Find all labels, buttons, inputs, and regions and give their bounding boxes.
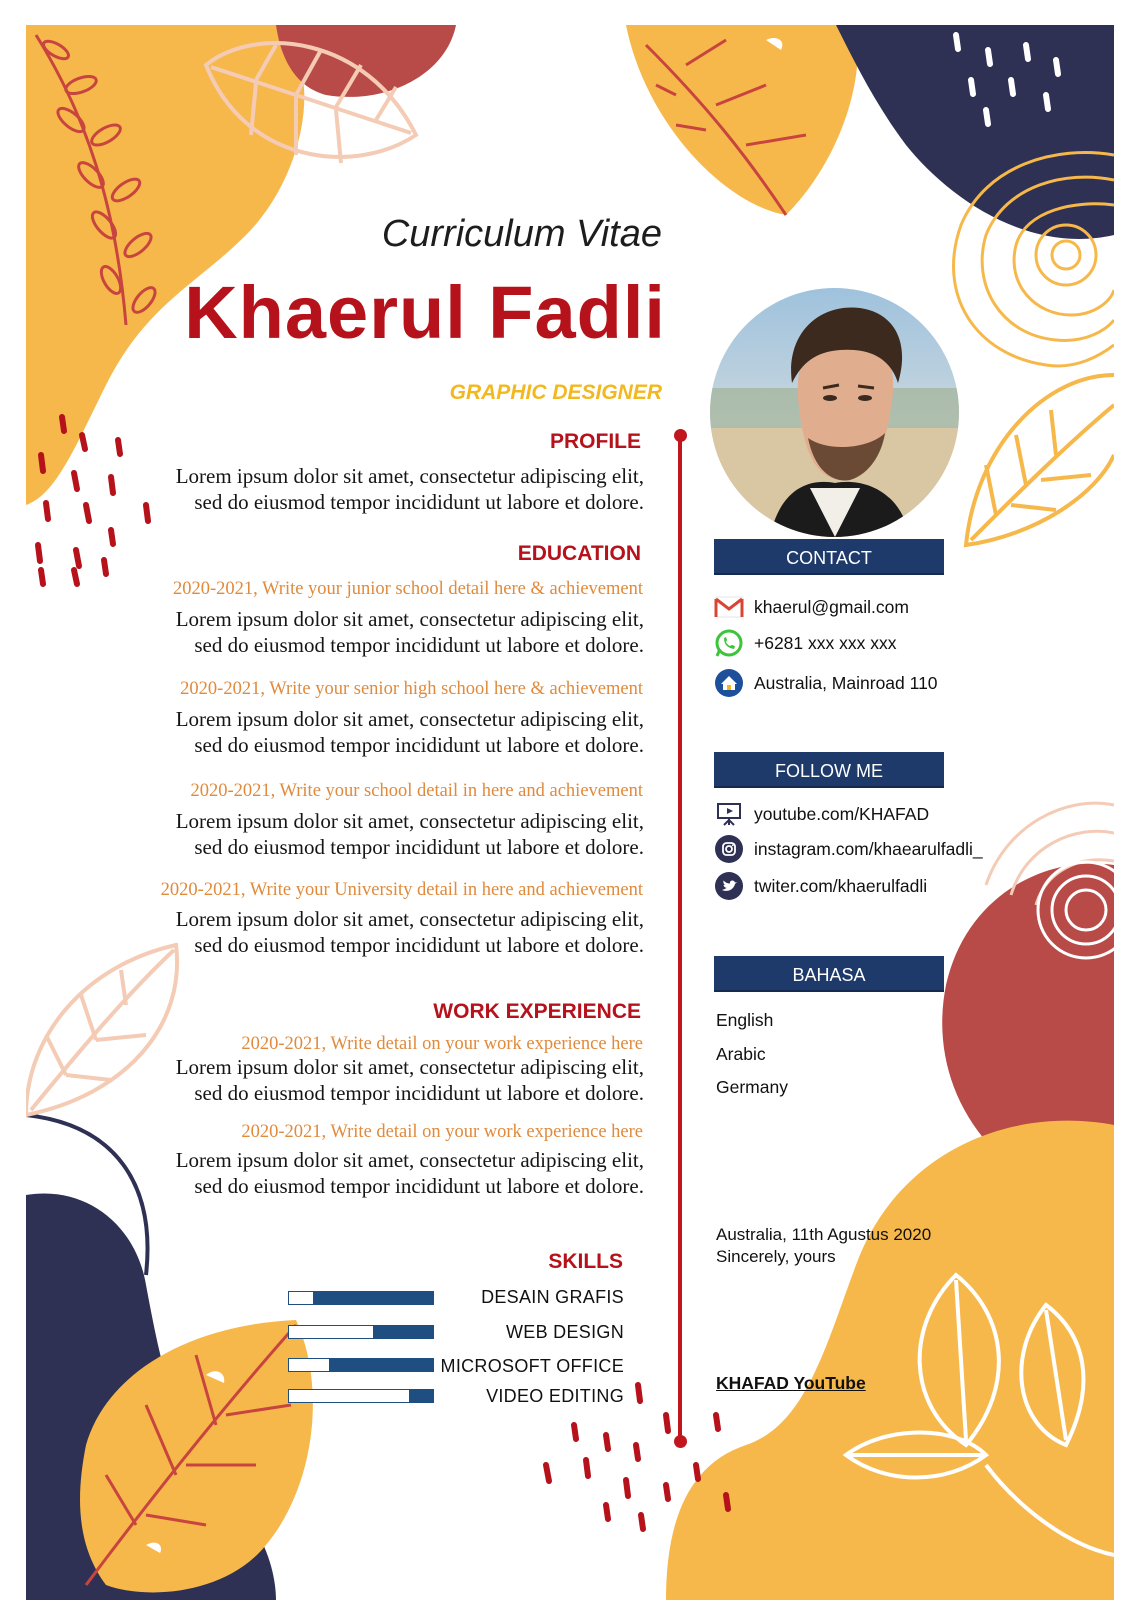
yellow-monstera-top-right <box>626 25 858 215</box>
work-item-title: 2020-2021, Write detail on your work experience here <box>241 1034 643 1054</box>
contact-address-text: Australia, Mainroad 110 <box>754 672 938 693</box>
contact-phone[interactable] <box>714 628 897 658</box>
follow-instagram[interactable] <box>714 834 983 864</box>
education-item-title: 2020-2021, Write your University detail in here and achievement <box>160 880 643 900</box>
education-item-title: 2020-2021, Write your school detail in here and achievement <box>190 781 643 801</box>
bahasa-heading: BAHASA <box>714 956 944 990</box>
twitter-icon <box>714 871 744 901</box>
timeline-dot-top <box>674 429 687 442</box>
contact-phone-text: +6281 xxx xxx xxx <box>754 632 897 653</box>
education-item-title: 2020-2021, Write your junior school detail here & achievement <box>172 579 643 599</box>
candidate-name: Khaerul Fadli <box>184 271 666 354</box>
job-title: GRAPHIC DESIGNER <box>449 381 662 404</box>
yellow-leaf-right <box>966 375 1114 545</box>
education-item-line: sed do eiusmod tempor incididunt ut labore et dolore. <box>194 835 644 859</box>
education-item-line: sed do eiusmod tempor incididunt ut labore et dolore. <box>194 633 644 657</box>
closing-place-date: Australia, 11th Agustus 2020 <box>716 1225 932 1244</box>
presentation-icon <box>714 799 744 829</box>
skill-bar <box>288 1358 434 1372</box>
skill-bar <box>288 1389 434 1403</box>
contact-email[interactable] <box>714 592 909 622</box>
education-item-line: Lorem ipsum dolor sit amet, consectetur adipiscing elit, <box>175 707 644 731</box>
contact-heading: CONTACT <box>714 539 944 573</box>
skill-label: VIDEO EDITING <box>486 1386 624 1406</box>
cv-page <box>26 25 1114 1600</box>
skill-bar-fill <box>409 1390 433 1402</box>
education-heading: EDUCATION <box>517 542 641 565</box>
work-item-line: Lorem ipsum dolor sit amet, consectetur adipiscing elit, <box>175 1148 644 1172</box>
follow-heading: FOLLOW ME <box>714 752 944 786</box>
work-item-line: sed do eiusmod tempor incididunt ut labore et dolore. <box>194 1174 644 1198</box>
instagram-icon <box>714 834 744 864</box>
education-item-line: Lorem ipsum dolor sit amet, consectetur adipiscing elit, <box>175 809 644 833</box>
follow-twitter-text: twiter.com/khaerulfadli <box>754 875 928 896</box>
home-icon <box>714 668 744 698</box>
profile-photo-illustration <box>710 288 959 537</box>
gmail-icon <box>714 592 744 622</box>
education-item-title: 2020-2021, Write your senior high school here & achievement <box>180 679 643 699</box>
skill-label: MICROSOFT OFFICE <box>440 1356 624 1376</box>
closing-signoff: Sincerely, yours <box>716 1247 836 1266</box>
work-item-title: 2020-2021, Write detail on your work experience here <box>241 1122 643 1142</box>
skill-label: DESAIN GRAFIS <box>481 1287 624 1307</box>
skills-heading: SKILLS <box>548 1250 623 1273</box>
follow-instagram-text: instagram.com/khaearulfadli_ <box>754 838 983 859</box>
follow-twitter[interactable] <box>714 871 927 901</box>
skill-label: WEB DESIGN <box>505 1322 624 1342</box>
language-item: Germany <box>716 1077 788 1097</box>
whatsapp-icon <box>714 628 744 658</box>
yellow-blob-bottom-right <box>666 1121 1114 1600</box>
profile-heading: PROFILE <box>549 430 641 453</box>
youtube-link[interactable]: KHAFAD YouTube <box>716 1373 866 1393</box>
profile-line: sed do eiusmod tempor incididunt ut labore et dolore. <box>194 490 644 514</box>
skill-bar-fill <box>313 1292 433 1304</box>
skill-bar-fill <box>329 1359 433 1371</box>
contact-address <box>714 668 938 698</box>
profile-line: Lorem ipsum dolor sit amet, consectetur adipiscing elit, <box>175 464 644 488</box>
timeline-line <box>678 435 682 1443</box>
skill-bar-fill <box>373 1326 433 1338</box>
follow-youtube-text: youtube.com/KHAFAD <box>754 803 930 824</box>
education-item-line: Lorem ipsum dolor sit amet, consectetur adipiscing elit, <box>175 907 644 931</box>
contact-email-text: khaerul@gmail.com <box>754 596 909 617</box>
language-item: English <box>716 1010 774 1030</box>
education-item-line: sed do eiusmod tempor incididunt ut labore et dolore. <box>194 933 644 957</box>
follow-youtube[interactable] <box>714 799 929 829</box>
skill-bar <box>288 1325 434 1339</box>
language-item: Arabic <box>716 1044 766 1064</box>
work-heading: WORK EXPERIENCE <box>433 1000 641 1023</box>
timeline-dot-bottom <box>674 1435 687 1448</box>
education-item-line: Lorem ipsum dolor sit amet, consectetur adipiscing elit, <box>175 607 644 631</box>
profile-photo <box>710 288 959 537</box>
education-item-line: sed do eiusmod tempor incididunt ut labore et dolore. <box>194 733 644 757</box>
work-item-line: sed do eiusmod tempor incididunt ut labore et dolore. <box>194 1081 644 1105</box>
skill-bar <box>288 1291 434 1305</box>
cv-title: Curriculum Vitae <box>381 213 662 255</box>
work-item-line: Lorem ipsum dolor sit amet, consectetur adipiscing elit, <box>175 1055 644 1079</box>
